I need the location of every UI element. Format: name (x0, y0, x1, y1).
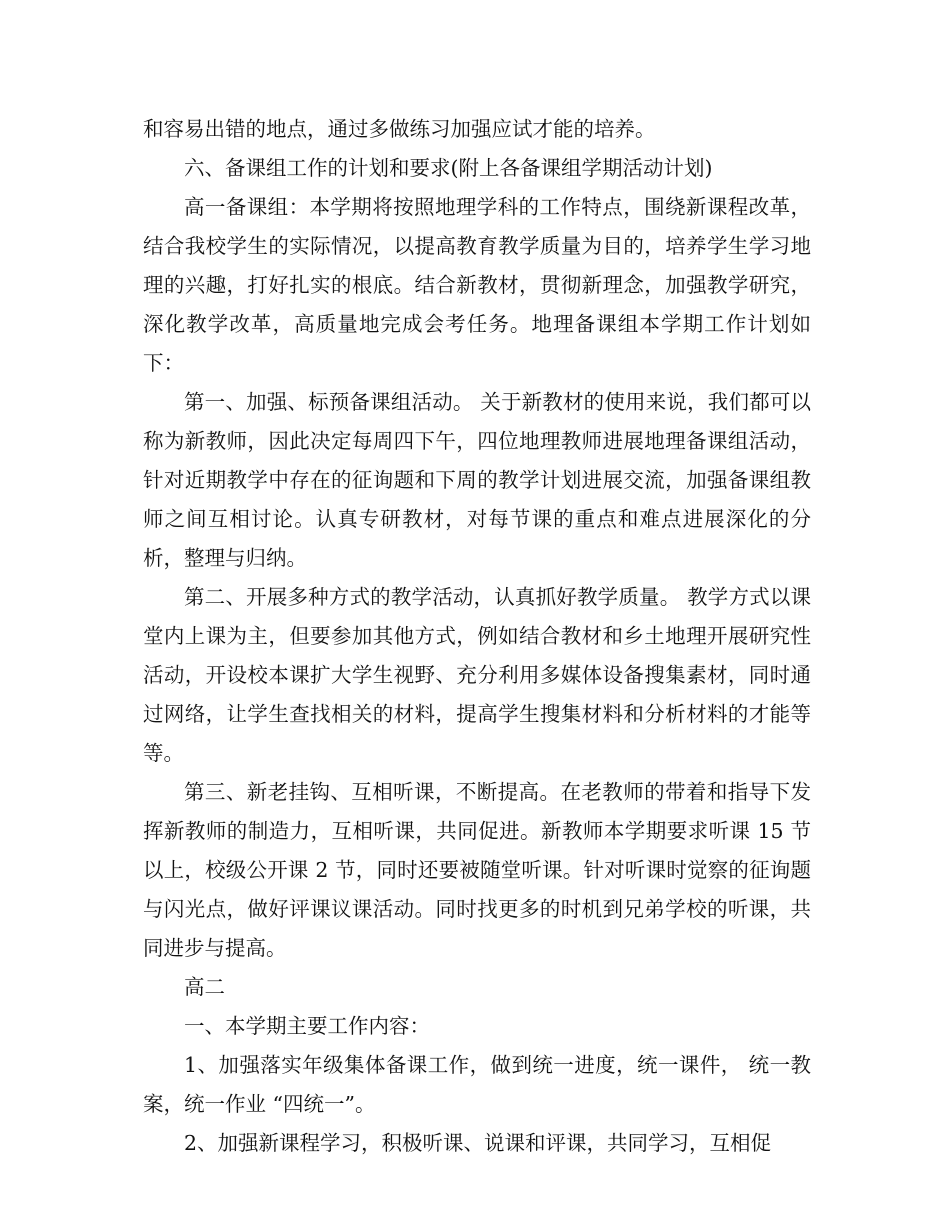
paragraph-grade10-intro: 高一备课组：本学期将按照地理学科的工作特点，围绕新课程改革，结合我校学生的实际情况，以提高教育教学质量为目的，培养学生学习地理的兴趣，打好扎实的根底。结合新教材，贯彻新理念，加强教学研究，深化教学改革，高质量地完成会考任务。地理备课组本学期工作计划如下： (143, 195, 811, 375)
list-item-1: 1、加强落实年级集体备课工作，做到统一进度，统一课件， 统一教案，统一作业 “四统一”。 (143, 1053, 811, 1116)
heading-grade11: 高二 (184, 975, 225, 999)
paragraph-third-point: 第三、新老挂钩、互相听课，不断提高。在老教师的带着和指导下发挥新教师的制造力，互相听课，共同促进。新教师本学期要求听课 15 节以上，校级公开课 2 节，同时还要被随堂听课。针对听课时觉察的征询题与闪光点，做好评课议课活动。同时找更多的时机到兄弟学校的听课，共同进步与提高。 (143, 780, 811, 960)
paragraph-first-point: 第一、加强、标预备课组活动。 关于新教材的使用来说，我们都可以称为新教师，因此决定每周四下午，四位地理教师进展地理备课组活动，针对近期教学中存在的征询题和下周的教学计划进展交流，加强备课组教师之间互相讨论。认真专研教材，对每节课的重点和难点进展深化的分析，整理与归纳。 (143, 390, 811, 570)
paragraph-1: 和容易出错的地点，通过多做练习加强应试才能的培养。 (143, 117, 656, 141)
section-heading-6: 六、备课组工作的计划和要求(附上各备课组学期活动计划) (184, 156, 713, 180)
list-item-2: 2、加强新课程学习，积极听课、说课和评课，共同学习，互相促 (184, 1131, 772, 1155)
document-body (143, 110, 811, 1163)
paragraph-second-point: 第二、开展多种方式的教学活动，认真抓好教学质量。 教学方式以课堂内上课为主，但要参加其他方式，例如结合教材和乡土地理开展研究性活动，开设校本课扩大学生视野、充分利用多媒体设备搜集素材，同时通过网络，让学生查找相关的材料，提高学生搜集材料和分析材料的才能等等。 (143, 585, 811, 765)
heading-main-work: 一、本学期主要工作内容： (184, 1014, 430, 1038)
